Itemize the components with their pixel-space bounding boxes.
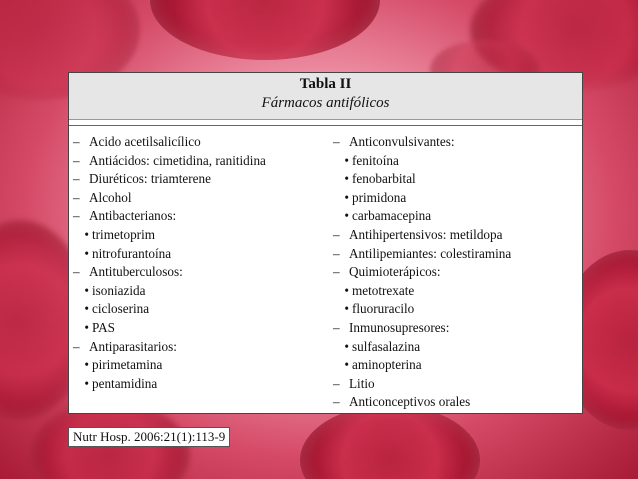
category-row xyxy=(333,245,583,264)
list-item xyxy=(73,300,335,319)
row-text: Antiparasitarios: xyxy=(89,338,177,354)
category-row xyxy=(333,375,583,394)
dash-marker: – xyxy=(333,319,340,335)
category-row xyxy=(333,226,583,245)
header-divider xyxy=(69,125,582,126)
row-text: aminopterina xyxy=(352,357,422,373)
dash-marker: – xyxy=(73,208,80,224)
dash-marker: – xyxy=(333,264,340,280)
dash-marker: – xyxy=(333,245,340,261)
row-text: Acido acetilsalicílico xyxy=(89,134,201,149)
left-column xyxy=(73,133,335,393)
table-subtitle: Fármacos antifólicos xyxy=(261,95,390,111)
row-text: PAS xyxy=(92,319,115,335)
bullet-marker: • xyxy=(344,152,349,168)
table-card xyxy=(68,72,583,414)
row-text: cicloserina xyxy=(92,301,150,317)
bullet-marker: • xyxy=(344,357,349,373)
source-citation: Nutr Hosp. 2006:21(1):113-9 xyxy=(68,427,230,447)
list-item xyxy=(333,338,583,357)
dash-marker: – xyxy=(73,134,80,149)
blood-cell xyxy=(300,405,480,479)
row-text: Antiácidos: cimetidina, ranitidina xyxy=(89,152,266,168)
row-text: pirimetamina xyxy=(92,357,163,373)
table-title: Tabla II xyxy=(299,76,352,92)
category-row xyxy=(333,393,583,412)
bullet-marker: • xyxy=(84,226,89,242)
row-text: Antilipemiantes: colestiramina xyxy=(349,245,512,261)
bullet-marker: • xyxy=(344,208,349,224)
bullet-marker: • xyxy=(344,301,349,317)
list-item xyxy=(333,300,583,319)
bullet-marker: • xyxy=(84,375,89,391)
row-text: Antibacterianos: xyxy=(89,208,177,224)
row-text: fenitoína xyxy=(352,152,399,168)
row-text: Litio xyxy=(349,375,375,391)
row-text: sulfasalazina xyxy=(352,338,421,354)
list-item xyxy=(333,356,583,375)
dash-marker: – xyxy=(73,338,80,354)
row-text: isoniazida xyxy=(92,282,146,298)
bullet-marker: • xyxy=(84,319,89,335)
dash-marker: – xyxy=(73,171,80,187)
row-text: Alcohol xyxy=(89,189,132,205)
category-row xyxy=(73,207,335,226)
category-row xyxy=(73,338,335,357)
bullet-marker: • xyxy=(344,189,349,205)
table-header xyxy=(69,73,582,120)
row-text: primidona xyxy=(352,189,407,205)
list-item xyxy=(73,319,335,338)
list-item xyxy=(73,282,335,301)
list-item xyxy=(73,245,335,264)
bullet-marker: • xyxy=(84,301,89,317)
row-text: Antihipertensivos: metildopa xyxy=(349,226,503,242)
row-text: metotrexate xyxy=(352,282,415,298)
category-row xyxy=(333,263,583,282)
blood-cell xyxy=(150,0,380,60)
dash-marker: – xyxy=(333,226,340,242)
category-row xyxy=(73,189,335,208)
list-item xyxy=(333,207,583,226)
category-row xyxy=(73,170,335,189)
row-text: pentamidina xyxy=(92,375,158,391)
bullet-marker: • xyxy=(344,282,349,298)
dash-marker: – xyxy=(73,189,80,205)
category-row xyxy=(73,152,335,171)
row-text: Antituberculosos: xyxy=(89,264,183,280)
list-item xyxy=(73,226,335,245)
list-item xyxy=(333,189,583,208)
row-text: Inmunosupresores: xyxy=(349,319,450,335)
list-item xyxy=(333,170,583,189)
bullet-marker: • xyxy=(344,171,349,187)
category-row xyxy=(333,133,583,152)
dash-marker: – xyxy=(333,134,340,149)
bullet-marker: • xyxy=(84,245,89,261)
list-item xyxy=(333,282,583,301)
row-text: carbamacepina xyxy=(352,208,432,224)
category-row xyxy=(333,319,583,338)
category-row xyxy=(73,133,335,152)
dash-marker: – xyxy=(333,394,340,410)
row-text: fenobarbital xyxy=(352,171,416,187)
list-item xyxy=(73,356,335,375)
row-text: Quimioterápicos: xyxy=(349,264,441,280)
list-item xyxy=(333,152,583,171)
row-text: Anticonceptivos orales xyxy=(349,394,471,410)
dash-marker: – xyxy=(333,375,340,391)
row-text: trimetoprim xyxy=(92,226,155,242)
row-text: Diuréticos: triamterene xyxy=(89,171,211,187)
dash-marker: – xyxy=(73,152,80,168)
row-text: nitrofurantoína xyxy=(92,245,172,261)
bullet-marker: • xyxy=(84,282,89,298)
bullet-marker: • xyxy=(344,338,349,354)
list-item xyxy=(73,375,335,394)
row-text: Anticonvulsivantes: xyxy=(349,134,455,149)
right-column xyxy=(333,133,583,412)
dash-marker: – xyxy=(73,264,80,280)
category-row xyxy=(73,263,335,282)
bullet-marker: • xyxy=(84,357,89,373)
row-text: fluoruracilo xyxy=(352,301,415,317)
